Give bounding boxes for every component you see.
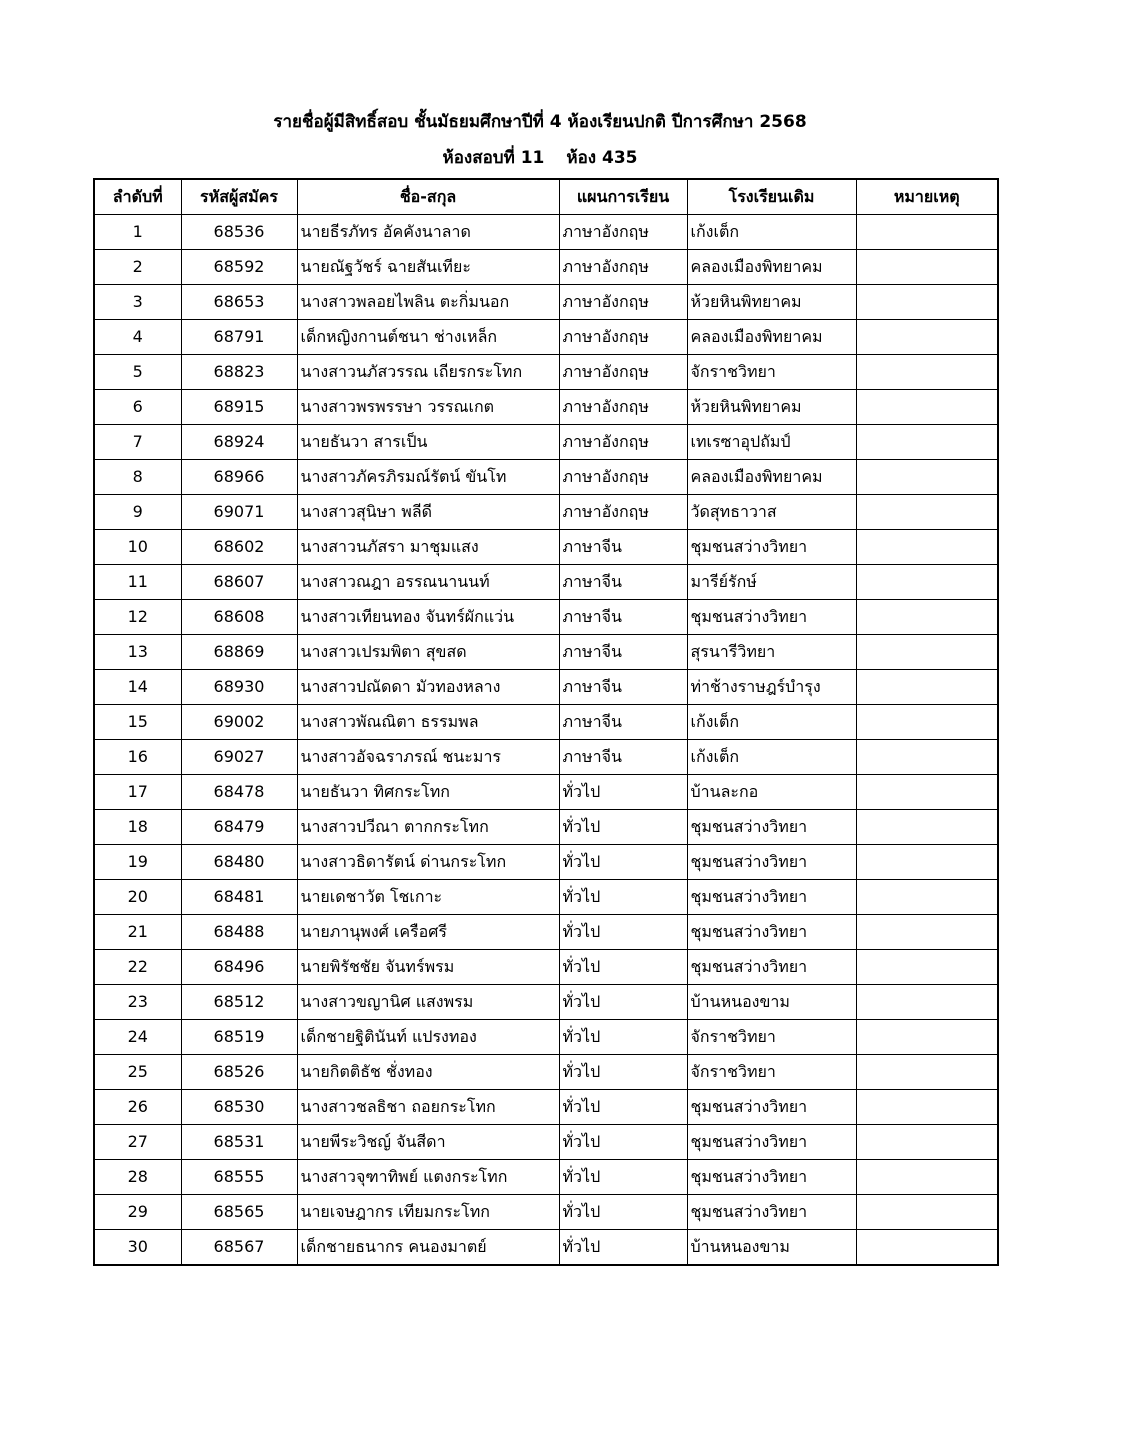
cell-note [856,985,998,1020]
cell-note [856,215,998,250]
cell-school: ชุมชนสว่างวิทยา [687,880,856,915]
cell-applicant-id: 68567 [181,1230,297,1266]
cell-no: 13 [94,635,181,670]
cell-note [856,355,998,390]
cell-applicant-id: 68791 [181,320,297,355]
cell-no: 20 [94,880,181,915]
cell-name: นายธีรภัทร อัคคังนาลาด [297,215,559,250]
table-row [94,1230,998,1266]
cell-no: 27 [94,1125,181,1160]
cell-no: 16 [94,740,181,775]
cell-note [856,775,998,810]
cell-applicant-id: 68519 [181,1020,297,1055]
cell-no: 1 [94,215,181,250]
cell-no: 19 [94,845,181,880]
cell-plan: ทั่วไป [559,985,687,1020]
cell-school: ชุมชนสว่างวิทยา [687,1125,856,1160]
cell-name: นางสาวอัจฉราภรณ์ ชนะมาร [297,740,559,775]
cell-no: 28 [94,1160,181,1195]
table-row [94,1195,998,1230]
cell-plan: ทั่วไป [559,775,687,810]
table-header-row [94,179,998,215]
cell-no: 4 [94,320,181,355]
cell-plan: ทั่วไป [559,1160,687,1195]
table-row [94,460,998,495]
cell-school: ท่าช้างราษฎร์บำรุง [687,670,856,705]
header-note: หมายเหตุ [856,179,998,215]
cell-plan: ทั่วไป [559,1195,687,1230]
cell-no: 21 [94,915,181,950]
table-row [94,320,998,355]
cell-name: นายภานุพงศ์ เครือศรี [297,915,559,950]
cell-note [856,635,998,670]
table-row [94,740,998,775]
cell-plan: ภาษาอังกฤษ [559,320,687,355]
header-no: ลำดับที่ [94,179,181,215]
cell-name: นางสาวชลธิชา ถอยกระโทก [297,1090,559,1125]
cell-note [856,460,998,495]
cell-plan: ภาษาอังกฤษ [559,285,687,320]
cell-applicant-id: 68607 [181,565,297,600]
cell-applicant-id: 68481 [181,880,297,915]
cell-no: 14 [94,670,181,705]
cell-name: นายเดชาวัต โชเกาะ [297,880,559,915]
cell-plan: ทั่วไป [559,1230,687,1266]
cell-plan: ภาษาจีน [559,600,687,635]
cell-plan: ภาษาจีน [559,565,687,600]
cell-name: นายเจษฎากร เทียมกระโทก [297,1195,559,1230]
cell-plan: ภาษาอังกฤษ [559,215,687,250]
cell-note [856,285,998,320]
cell-note [856,600,998,635]
cell-school: เก้งเต็ก [687,215,856,250]
cell-no: 25 [94,1055,181,1090]
cell-school: บ้านหนองขาม [687,985,856,1020]
cell-note [856,880,998,915]
cell-school: ชุมชนสว่างวิทยา [687,530,856,565]
cell-name: นางสาวพลอยไพลิน ตะกิ่มนอก [297,285,559,320]
cell-note [856,1230,998,1266]
cell-no: 22 [94,950,181,985]
cell-plan: ทั่วไป [559,1125,687,1160]
table-row [94,530,998,565]
cell-applicant-id: 68479 [181,810,297,845]
cell-applicant-id: 68526 [181,1055,297,1090]
cell-plan: ทั่วไป [559,880,687,915]
cell-school: ชุมชนสว่างวิทยา [687,950,856,985]
header-plan: แผนการเรียน [559,179,687,215]
table-row [94,285,998,320]
cell-plan: ภาษาจีน [559,530,687,565]
cell-note [856,845,998,880]
cell-applicant-id: 68555 [181,1160,297,1195]
cell-no: 5 [94,355,181,390]
cell-plan: ภาษาอังกฤษ [559,495,687,530]
cell-note [856,1125,998,1160]
cell-plan: ทั่วไป [559,810,687,845]
exam-room-label: ห้องสอบที่ 11 [442,148,545,168]
cell-name: นางสาวเปรมพิตา สุขสด [297,635,559,670]
cell-no: 12 [94,600,181,635]
cell-note [856,530,998,565]
table-row [94,1055,998,1090]
cell-school: จักราชวิทยา [687,355,856,390]
cell-name: นางสาวจุฑาทิพย์ แตงกระโทก [297,1160,559,1195]
cell-no: 2 [94,250,181,285]
cell-applicant-id: 69071 [181,495,297,530]
cell-no: 29 [94,1195,181,1230]
cell-plan: ภาษาจีน [559,670,687,705]
cell-plan: ภาษาอังกฤษ [559,460,687,495]
cell-applicant-id: 68930 [181,670,297,705]
cell-plan: ภาษาจีน [559,705,687,740]
cell-name: นางสาวนภัสรา มาชุมแสง [297,530,559,565]
cell-no: 17 [94,775,181,810]
cell-school: ชุมชนสว่างวิทยา [687,1195,856,1230]
cell-school: คลองเมืองพิทยาคม [687,460,856,495]
table-row [94,670,998,705]
cell-name: นางสาวนภัสวรรณ เถียรกระโทก [297,355,559,390]
cell-note [856,495,998,530]
cell-name: นางสาวสุนิษา พลีดี [297,495,559,530]
cell-school: ชุมชนสว่างวิทยา [687,915,856,950]
cell-name: นางสาวขญานิศ แสงพรม [297,985,559,1020]
cell-school: ชุมชนสว่างวิทยา [687,600,856,635]
table-row [94,775,998,810]
cell-name: นางสาวพัณณิตา ธรรมพล [297,705,559,740]
cell-no: 15 [94,705,181,740]
cell-name: เด็กชายธนากร คนองมาตย์ [297,1230,559,1266]
table-row [94,390,998,425]
cell-plan: ภาษาจีน [559,740,687,775]
cell-name: นายพีระวิชญ์ จันสีดา [297,1125,559,1160]
cell-school: เก้งเต็ก [687,740,856,775]
document-subtitle [0,144,1080,171]
cell-school: เก้งเต็ก [687,705,856,740]
cell-school: มารีย์รักษ์ [687,565,856,600]
cell-plan: ทั่วไป [559,950,687,985]
cell-note [856,320,998,355]
cell-applicant-id: 68869 [181,635,297,670]
cell-school: บ้านละกอ [687,775,856,810]
cell-plan: ทั่วไป [559,845,687,880]
cell-name: เด็กหญิงกานต์ชนา ช่างเหล็ก [297,320,559,355]
table-row [94,250,998,285]
cell-no: 7 [94,425,181,460]
cell-applicant-id: 68531 [181,1125,297,1160]
cell-school: ชุมชนสว่างวิทยา [687,1090,856,1125]
cell-no: 8 [94,460,181,495]
cell-school: ห้วยหินพิทยาคม [687,390,856,425]
room-label: ห้อง 435 [566,148,638,168]
cell-name: นางสาวธิดารัตน์ ด่านกระโทก [297,845,559,880]
cell-note [856,1160,998,1195]
cell-applicant-id: 68608 [181,600,297,635]
table-row [94,950,998,985]
table-row [94,215,998,250]
cell-school: ชุมชนสว่างวิทยา [687,810,856,845]
cell-applicant-id: 68496 [181,950,297,985]
table-row [94,425,998,460]
cell-applicant-id: 68480 [181,845,297,880]
cell-no: 10 [94,530,181,565]
cell-name: นายกิตติธัช ชั่งทอง [297,1055,559,1090]
header-name: ชื่อ-สกุล [297,179,559,215]
cell-school: จักราชวิทยา [687,1055,856,1090]
cell-school: สุรนารีวิทยา [687,635,856,670]
cell-school: จักราชวิทยา [687,1020,856,1055]
cell-name: นางสาวปณัดดา มัวทองหลาง [297,670,559,705]
cell-no: 9 [94,495,181,530]
cell-name: นายธันวา ทิศกระโทก [297,775,559,810]
cell-name: นายธันวา สารเป็น [297,425,559,460]
cell-note [856,670,998,705]
cell-applicant-id: 69002 [181,705,297,740]
cell-note [856,705,998,740]
header-applicant-id: รหัสผู้สมัคร [181,179,297,215]
cell-plan: ทั่วไป [559,1090,687,1125]
cell-name: นางสาวปวีณา ตากกระโทก [297,810,559,845]
cell-applicant-id: 68924 [181,425,297,460]
table-row [94,880,998,915]
roster-table [93,178,999,1266]
cell-note [856,425,998,460]
cell-name: นางสาวณฎา อรรณนานนท์ [297,565,559,600]
cell-plan: ภาษาจีน [559,635,687,670]
cell-name: นางสาวภัครภิรมณ์รัตน์ ขันโท [297,460,559,495]
cell-no: 11 [94,565,181,600]
cell-plan: ทั่วไป [559,1055,687,1090]
cell-name: นางสาวพรพรรษา วรรณเกต [297,390,559,425]
cell-school: ชุมชนสว่างวิทยา [687,845,856,880]
cell-applicant-id: 68653 [181,285,297,320]
cell-applicant-id: 69027 [181,740,297,775]
roster-body [94,215,998,1266]
table-row [94,495,998,530]
table-row [94,845,998,880]
table-row [94,1125,998,1160]
cell-school: บ้านหนองขาม [687,1230,856,1266]
cell-applicant-id: 68478 [181,775,297,810]
cell-school: คลองเมืองพิทยาคม [687,250,856,285]
cell-note [856,1055,998,1090]
cell-name: นางสาวเทียนทอง จันทร์ผักแว่น [297,600,559,635]
table-row [94,600,998,635]
cell-no: 23 [94,985,181,1020]
cell-applicant-id: 68512 [181,985,297,1020]
table-row [94,635,998,670]
table-row [94,1020,998,1055]
cell-applicant-id: 68530 [181,1090,297,1125]
cell-note [856,1020,998,1055]
table-row [94,705,998,740]
cell-applicant-id: 68536 [181,215,297,250]
cell-school: เทเรซาอุปถัมป์ [687,425,856,460]
cell-plan: ทั่วไป [559,915,687,950]
cell-applicant-id: 68565 [181,1195,297,1230]
cell-school: ชุมชนสว่างวิทยา [687,1160,856,1195]
cell-applicant-id: 68966 [181,460,297,495]
table-row [94,915,998,950]
cell-school: ห้วยหินพิทยาคม [687,285,856,320]
cell-note [856,1090,998,1125]
cell-note [856,565,998,600]
cell-no: 18 [94,810,181,845]
table-row [94,810,998,845]
cell-note [856,250,998,285]
cell-note [856,915,998,950]
cell-no: 26 [94,1090,181,1125]
cell-note [856,390,998,425]
document-title: รายชื่อผู้มีสิทธิ์สอบ ชั้นมัธยมศึกษาปีที่ 4 ห้องเรียนปกติ ปีการศึกษา 2568 [273,112,807,132]
header-school: โรงเรียนเดิม [687,179,856,215]
cell-plan: ภาษาอังกฤษ [559,425,687,460]
cell-name: เด็กชายฐิตินันท์ แปรงทอง [297,1020,559,1055]
cell-no: 24 [94,1020,181,1055]
cell-no: 3 [94,285,181,320]
cell-plan: ภาษาอังกฤษ [559,355,687,390]
cell-plan: ภาษาอังกฤษ [559,250,687,285]
cell-applicant-id: 68915 [181,390,297,425]
cell-applicant-id: 68488 [181,915,297,950]
cell-plan: ทั่วไป [559,1020,687,1055]
cell-applicant-id: 68592 [181,250,297,285]
table-row [94,1160,998,1195]
cell-name: นายพิรัชชัย จันทร์พรม [297,950,559,985]
table-row [94,565,998,600]
cell-no: 30 [94,1230,181,1266]
table-row [94,985,998,1020]
cell-note [856,1195,998,1230]
cell-applicant-id: 68823 [181,355,297,390]
cell-school: วัดสุทธาวาส [687,495,856,530]
cell-no: 6 [94,390,181,425]
cell-name: นายณัฐวัชร์ ฉายสันเทียะ [297,250,559,285]
cell-plan: ภาษาอังกฤษ [559,390,687,425]
cell-applicant-id: 68602 [181,530,297,565]
table-row [94,1090,998,1125]
cell-note [856,950,998,985]
cell-note [856,810,998,845]
cell-school: คลองเมืองพิทยาคม [687,320,856,355]
table-row [94,355,998,390]
cell-note [856,740,998,775]
